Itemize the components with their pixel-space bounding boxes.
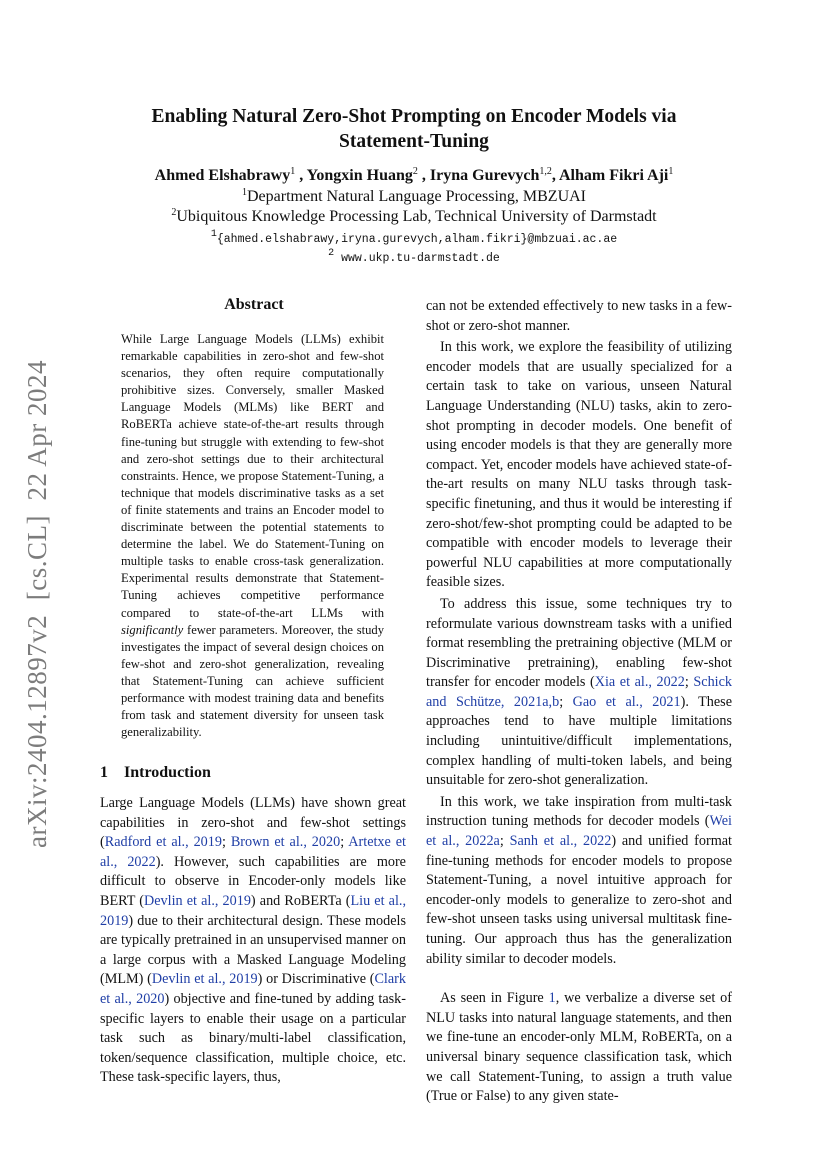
citation-link[interactable]: Sanh et al., 2022 [509, 833, 612, 850]
section-number: 1 [100, 764, 108, 781]
citation-link[interactable]: Xia et al., 2022 [594, 674, 685, 691]
title-line-2: Statement-Tuning [339, 131, 489, 152]
affiliation-text: Department Natural Language Processing, MBZUAI [246, 188, 586, 205]
arxiv-stamp: arXiv:2404.12897v2 [cs.CL] 22 Apr 2024 [22, 360, 52, 848]
figure-reference-link[interactable]: 1 [548, 990, 556, 1007]
citation-link[interactable]: Wei et al., 2022a [426, 813, 732, 850]
author-name: Iryna Gurevych [429, 167, 540, 184]
abstract-body [121, 331, 384, 741]
affiliation-sup: 2 [171, 207, 177, 218]
author-affil-sup: 1,2 [539, 166, 552, 177]
author-emails [0, 229, 828, 248]
citation-link[interactable]: Devlin et al., 2019 [151, 971, 258, 988]
body-text: ; [340, 834, 349, 851]
body-text: In this work, we explore the feasibility of utilizing encoder models that are usually specialized for a certain task to take on various, unseen Natural Language Understanding (NLU) tasks, akin to zero-shot prompting in decoder models. One benefit of using encoder models is that they are generally more compact. Yet, encoder models have achieved state-of-the-art results on many NLU tasks through task-specific finetuning, and thus it would be interesting if zero-shot/few-shot prompting could be adapted to be compatible with encoder models to leverage their powerful NLU capabilities at more computationally feasible sizes. [426, 339, 732, 591]
citation-link[interactable]: Brown et al., 2020 [230, 834, 341, 851]
author-affil-sup: 1 [290, 166, 296, 177]
title-line-1: Enabling Natural Zero-Shot Prompting on Encoder Models via [151, 106, 677, 127]
author-name: Yongxin Huang [306, 167, 413, 184]
body-text: Large Language Models (LLMs) have shown great capabilities in zero-shot and few-shot settings ( [100, 795, 406, 851]
body-text: In this work, we take inspiration from multi-task instruction tuning methods for decoder models ( [426, 793, 732, 830]
section-title: Introduction [124, 764, 211, 781]
author-name: Ahmed Elshabrawy [154, 167, 291, 184]
right-column [426, 297, 732, 1107]
email-text: {ahmed.elshabrawy,iryna.gurevych,alham.fikri}@mbzuai.ac.ae [216, 233, 618, 246]
email-sup: 1 [210, 229, 217, 240]
affiliation-text: Ubiquitous Knowledge Processing Lab, Technical University of Darmstadt [176, 208, 657, 225]
paragraph [426, 793, 732, 969]
abstract-text: While Large Language Models (LLMs) exhibit remarkable capabilities in zero-shot and few-shot scenarios, they often require computationally prohibitive sizes. Conversely, smaller Masked Language Models (MLMs) like BERT and RoBERTa achieve state-of-the-art results through fine-tuning but struggle with extending to few-shot and zero-shot settings due to their architectural constraints. Hence, we propose Statement-Tuning, a technique that models discriminative tasks as a set of finite statements and trains an Encoder model to discriminate between the potential statements to determine the label. We do Statement-Tuning on multiple tasks to enable cross-task generalization. Experimental results demonstrate that Statement-Tuning achieves competitive performance compared to state-of-the-art LLMs with [121, 332, 384, 620]
body-text: ; [221, 834, 231, 851]
affiliation-sup: 1 [241, 187, 247, 198]
website-sup: 2 [328, 248, 335, 259]
author-affil-sup: 2 [412, 166, 418, 177]
paragraph [426, 989, 732, 1107]
body-text: ). These approaches tend to have multiple limitations including unintuitive/difficult implementations, complex handling of multi-token labels, and being unsuitable for zero-shot generalization. [426, 693, 732, 789]
author-affil-sup: 1 [668, 166, 674, 177]
paragraph [426, 338, 732, 593]
body-text: ; [559, 693, 573, 710]
body-text: ; [684, 674, 694, 691]
body-text: ) or Discriminative ( [257, 971, 375, 988]
body-text: ) and RoBERTa ( [250, 892, 351, 909]
author-name: Alham Fikri Aji [559, 167, 669, 184]
body-text: ). However, such capabilities are more difficult to observe in Encoder-only models like BERT ( [100, 853, 406, 909]
paper-title [0, 104, 828, 154]
body-text: To address this issue, some techniques try to reformulate various downstream tasks with a unified format resembling the pretraining objective (MLM or Discriminative pretraining), enabling few-shot transfer for encoder models ( [426, 595, 732, 691]
citation-link[interactable]: Liu et al., 2019 [100, 892, 406, 929]
abstract-emphasis: significantly [121, 622, 184, 637]
citation-link[interactable]: Clark et al., 2020 [100, 971, 406, 1007]
body-text: ) objective and fine-tuned by adding task-specific layers to enable their usage on a particular task such as binary/multi-label classification, token/sequence classification, multiple choice, etc. These task-specific layers, thus, [100, 990, 407, 1086]
intro-paragraph [100, 794, 406, 1088]
body-text: ) due to their architectural design. These models are typically pretrained in an unsupervised manner on a large corpus with a Masked Language Modeling (MLM) ( [100, 912, 406, 988]
paragraph [426, 595, 732, 791]
website-text: www.ukp.tu-darmstadt.de [341, 252, 500, 265]
body-text: ) and unified format fine-tuning methods for encoder models to propose Statement-Tuning, a novel intuitive approach for encoder-only models to generalize to zero-shot and few-shot unseen tasks using universal multitask fine-tuning. Our approach thus has the generalization ability similar to decoder models. [426, 833, 732, 967]
author-list: Ahmed Elshabrawy$^1$ , Yongxin Huang$^2$ , Iryna Gurevych$^{1,2}$, Alham Fikri Aji$^1$ [154, 166, 674, 184]
citation-link[interactable]: Artetxe et al., 2022 [100, 834, 406, 870]
section-heading [100, 764, 211, 782]
body-text: , we verbalize a diverse set of NLU tasks into natural language statements, and then we fine-tune an encoder-only MLM, RoBERTa, on a universal binary sequence classification task, which we call Statement-Tuning, to assign a truth value (True or False) to any given state- [426, 990, 732, 1105]
lab-website [0, 248, 828, 267]
paragraph-continuation: can not be extended effectively to new tasks in a few-shot or zero-shot manner. [426, 298, 732, 334]
affiliation-1 [0, 187, 828, 207]
arxiv-stamp-container [22, 360, 52, 849]
abstract-text: fewer parameters. Moreover, the study investigates the impact of several design choices on few-shot and zero-shot generalization, revealing that Statement-Tuning can achieve sufficient performance with modest training data and benefits from task and statement diversity for unseen task generalizability. [121, 622, 384, 740]
citation-link[interactable]: Gao et al., 2021 [572, 693, 681, 710]
citation-link[interactable]: Radford et al., 2019 [104, 834, 222, 851]
body-text: As seen in Figure [440, 990, 549, 1007]
affiliation-2 [0, 207, 828, 227]
citation-link[interactable]: Devlin et al., 2019 [144, 892, 251, 909]
body-text: ; [499, 833, 510, 850]
citation-link[interactable]: Schick and Schütze, 2021a,b [426, 674, 732, 710]
abstract-heading: Abstract [224, 296, 284, 313]
